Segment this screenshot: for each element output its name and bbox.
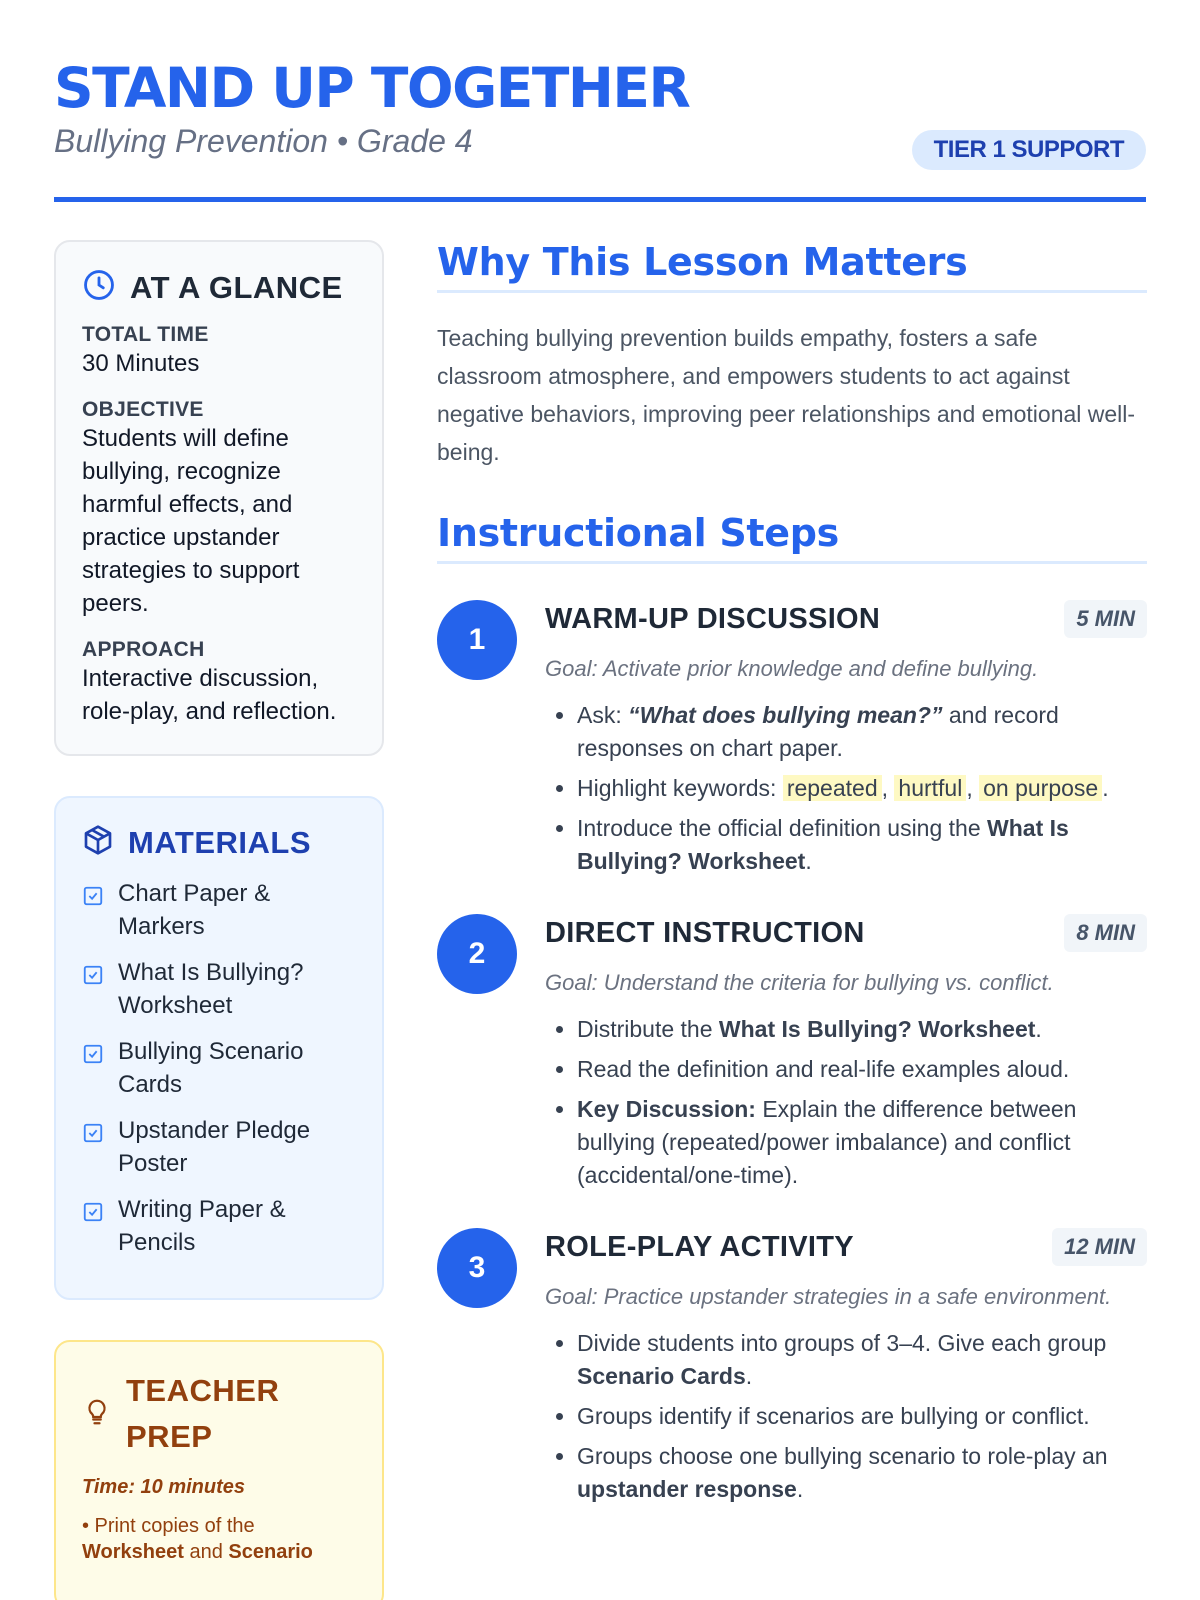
material-label: Writing Paper & Pencils [118,1196,286,1256]
lightbulb-icon [82,1395,112,1434]
main-content [437,240,1147,1513]
duration-badge: 5 MIN [1064,600,1147,638]
list-item: • Read the definition and real-life examples aloud. [577,1053,1147,1086]
step-header [545,600,1147,638]
keyword-highlight: repeated [783,775,882,801]
step-number: 1 [437,600,517,680]
steps-heading: Instructional Steps [437,511,1147,564]
at-a-glance-header [82,268,356,307]
tier-badge: TIER 1 SUPPORT [912,130,1146,170]
step-title: WARM-UP DISCUSSION [545,602,881,635]
material-label: Chart Paper & Markers [118,880,271,940]
prep-time: Time: 10 minutes [82,1476,246,1498]
step-title: DIRECT INSTRUCTION [545,916,865,949]
bullet-bold: Key Discussion: [577,1096,756,1122]
step-goal: Goal: Practice upstander strategies in a safe environment. [545,1284,1112,1309]
page-header [54,56,1146,202]
list-item [577,699,1147,765]
prep-item-bold: Worksheet [82,1541,184,1563]
box-icon [82,824,114,861]
teacher-prep-card [54,1340,384,1600]
why-heading: Why This Lesson Matters [437,240,1147,293]
bullet-text: Distribute the [577,1016,713,1042]
step-title: ROLE-PLAY ACTIVITY [545,1230,854,1263]
bullet-bold: Scenario Cards [577,1363,746,1389]
approach-value: Interactive discussion, role-play, and reflection. [82,665,337,725]
list-item [82,1114,356,1180]
step-goal: Goal: Activate prior knowledge and define bullying. [545,656,1039,681]
clock-icon [82,268,116,307]
total-time-label: TOTAL TIME [82,323,209,346]
step-goal: Goal: Understand the criteria for bullying vs. conflict. [545,970,1054,995]
prep-item [82,1513,356,1565]
list-item [82,1035,356,1101]
list-item: • Highlight keywords: repeated , hurtful , on purpose . [577,772,1147,805]
list-item: • Introduce the official definition using the What Is Bullying? Worksheet. [577,812,1147,878]
checkbox-icon [82,1120,104,1180]
checkbox-icon [82,962,104,1022]
keyword-highlight: hurtful [894,775,966,801]
materials-header [82,824,356,861]
duration-badge: 8 MIN [1064,914,1147,952]
objective-label: OBJECTIVE [82,398,204,421]
prep-item-bold: Scenario [228,1541,313,1563]
bullet-bold: What Is Bullying? Worksheet [718,1016,1036,1042]
step-number: 2 [437,914,517,994]
bullet-text: Ask: [577,702,622,728]
list-item [82,1193,356,1259]
bullet-quote: “What does bullying mean?” [628,702,943,728]
bullet-bold: upstander response [577,1476,797,1502]
step-bullets [545,1327,1147,1506]
prep-item-text: • Print copies of the [82,1515,255,1537]
materials-heading: MATERIALS [128,824,312,860]
bullet-text: Groups choose one bullying scenario to role-play an [577,1443,1108,1469]
teacher-prep-heading: TEACHER PREP [126,1373,280,1454]
page-title: STAND UP TOGETHER [54,56,690,120]
prep-item-text: and [189,1541,223,1563]
bullet-text: and record responses on chart paper. [577,702,1059,761]
bullet-bold: What Is Bullying? Worksheet [577,815,1069,874]
teacher-prep-header [82,1368,356,1460]
list-item [82,956,356,1022]
list-item: • Distribute the What Is Bullying? Worksheet. [577,1013,1147,1046]
list-item: • Divide students into groups of 3–4. Give each group Scenario Cards. [577,1327,1147,1393]
duration-badge: 12 MIN [1052,1228,1147,1266]
bullet-text: Introduce the official definition using the [577,815,981,841]
step-1 [437,600,1147,878]
page-subtitle: Bullying Prevention • Grade 4 [54,123,473,159]
approach-label: APPROACH [82,638,205,661]
keyword-highlight: on purpose [979,775,1102,801]
step-2 [437,914,1147,1192]
checkbox-icon [82,1041,104,1101]
bullet-text: Highlight keywords: [577,775,777,801]
step-bullets [545,1013,1147,1192]
why-paragraph: Teaching bullying prevention builds empathy, fosters a safe classroom atmosphere, and empowers students to act against negative behaviors, improving peer relationships and emotional well-being. [437,325,1136,465]
bullet-text: Divide students into groups of 3–4. Give each group [577,1330,1107,1356]
sidebar [54,240,384,1600]
checkbox-icon [82,883,104,943]
step-header [545,914,1147,952]
step-3 [437,1228,1147,1506]
step-bullets [545,699,1147,878]
list-item [577,1093,1147,1192]
material-label: What Is Bullying? Worksheet [118,959,304,1019]
checkbox-icon [82,1199,104,1259]
list-item [82,877,356,943]
step-header [545,1228,1147,1266]
material-label: Upstander Pledge Poster [118,1117,311,1177]
step-number: 3 [437,1228,517,1308]
materials-list [82,877,356,1259]
list-item: • Groups identify if scenarios are bullying or conflict. [577,1400,1147,1433]
at-a-glance-heading: AT A GLANCE [130,269,343,305]
list-item: • Groups choose one bullying scenario to role-play an upstander response. [577,1440,1147,1506]
total-time-value: 30 Minutes [82,350,200,377]
bullet-text: Explain the difference between bullying (repeated/power imbalance) and conflict (accidental/one-time). [577,1096,1077,1188]
objective-value: Students will define bullying, recognize harmful effects, and practice upstander strategies to support peers. [82,425,300,617]
material-label: Bullying Scenario Cards [118,1038,304,1098]
at-a-glance-card [54,240,384,756]
materials-card [54,796,384,1300]
